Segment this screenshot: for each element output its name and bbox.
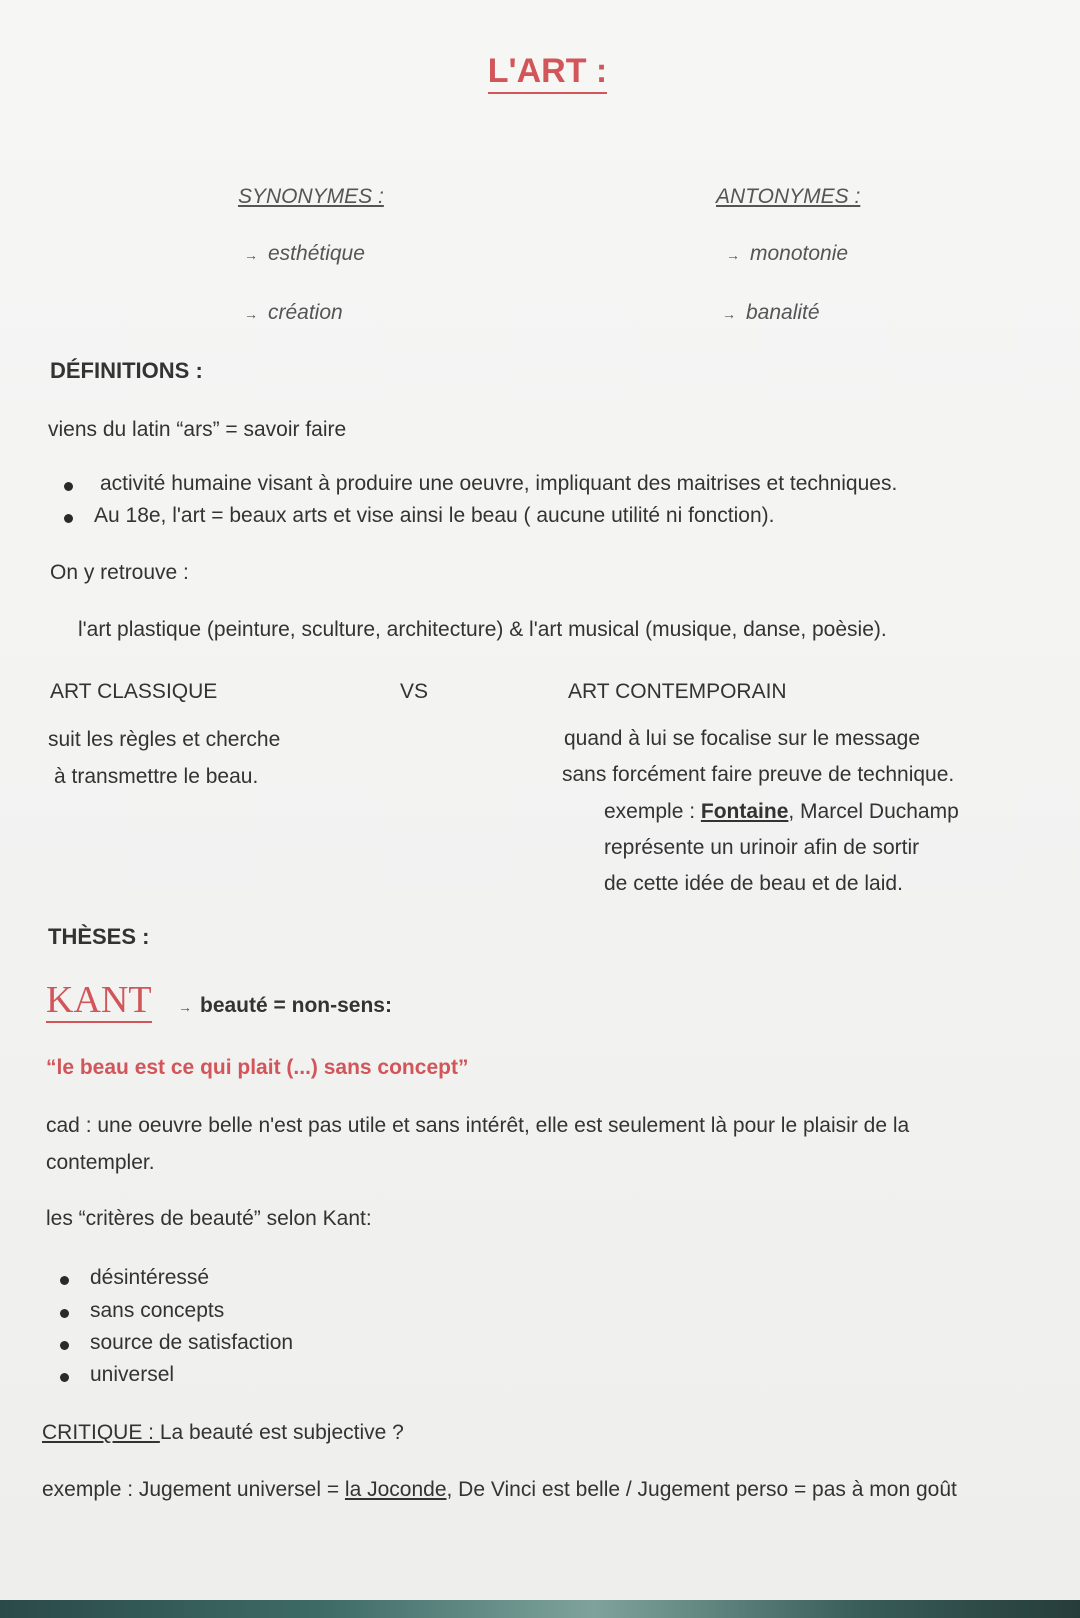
synonyme-item: → esthétique: [244, 242, 365, 265]
contemporain-line: quand à lui se focalise sur le message: [564, 727, 921, 750]
bullet-icon: [60, 1373, 69, 1382]
bullet-icon: [60, 1341, 69, 1350]
bullet-icon: [60, 1309, 69, 1318]
critique-label: CRITIQUE :: [42, 1421, 160, 1444]
bullet-icon: [60, 1276, 69, 1285]
list-item: désintéressé: [60, 1266, 293, 1299]
arrow-right-icon: →: [726, 247, 740, 263]
antonyme-item: → monotonie: [726, 242, 849, 265]
art-classique-title: ART CLASSIQUE: [50, 680, 218, 703]
arrow-right-icon: →: [244, 247, 258, 263]
list-item: sans concepts: [60, 1299, 293, 1331]
arrow-right-icon: →: [244, 306, 258, 322]
kant-name: KANT: [46, 979, 152, 1021]
critique-example: exemple : Jugement universel = la Joconde, De Vinci est belle / Jugement perso = pas à mon goût: [42, 1478, 957, 1501]
definition-origin: viens du latin “ars” = savoir faire: [48, 418, 347, 441]
bullet-icon: [64, 514, 73, 523]
kant-thesis: beauté = non-sens:: [200, 994, 392, 1017]
bullet-icon: [64, 482, 73, 491]
synonyme-item: → création: [244, 301, 343, 324]
definitions-header: DÉFINITIONS :: [50, 358, 203, 383]
definition-bullets: [64, 472, 897, 536]
theses-header: THÈSES :: [48, 924, 150, 949]
list-item: universel: [60, 1363, 293, 1395]
example-line: de cette idée de beau et de laid.: [604, 872, 903, 895]
cad-line: cad : une oeuvre belle n'est pas utile et sans intérêt, elle est seulement là pour le plaisir de la: [46, 1114, 910, 1137]
example-work-title: Fontaine: [700, 800, 789, 823]
kant-heading: [46, 980, 392, 1020]
list-item: Au 18e, l'art = beaux arts et vise ainsi le beau ( aucune utilité ni fonction).: [64, 504, 897, 536]
contemporain-line: sans forcément faire preuve de technique.: [562, 763, 955, 786]
classique-line: à transmettre le beau.: [54, 765, 259, 788]
kant-quote: “le beau est ce qui plait (...) sans concept”: [46, 1056, 469, 1079]
page-title: L'ART :: [0, 52, 1080, 91]
vs-label: VS: [400, 680, 429, 703]
critique-line: CRITIQUE : La beauté est subjective ?: [42, 1421, 404, 1444]
cad-line: contempler.: [46, 1151, 155, 1174]
arrow-right-icon: →: [722, 306, 736, 322]
antonymes-header: ANTONYMES :: [716, 185, 861, 208]
criteria-intro: les “critères de beauté” selon Kant:: [46, 1207, 372, 1230]
list-item: source de satisfaction: [60, 1331, 293, 1363]
art-contemporain-title: ART CONTEMPORAIN: [568, 680, 787, 703]
on-y-retrouve: On y retrouve :: [50, 561, 189, 584]
classique-line: suit les règles et cherche: [48, 728, 281, 751]
contemporain-example: exemple : Fontaine, Marcel Duchamp: [604, 800, 959, 823]
criteria-list: [60, 1266, 293, 1395]
art-types: l'art plastique (peinture, sculture, architecture) & l'art musical (musique, danse, poèsie).: [78, 618, 887, 641]
example-line: représente un urinoir afin de sortir: [604, 836, 920, 859]
arrow-right-icon: →: [178, 999, 192, 1015]
synonymes-header: SYNONYMES :: [238, 185, 384, 208]
list-item: activité humaine visant à produire une oeuvre, impliquant des maitrises et techniques.: [64, 472, 897, 504]
antonyme-item: → banalité: [722, 301, 820, 324]
table-background-strip: [0, 1600, 1080, 1618]
example-link-joconde: la Joconde: [344, 1478, 447, 1501]
